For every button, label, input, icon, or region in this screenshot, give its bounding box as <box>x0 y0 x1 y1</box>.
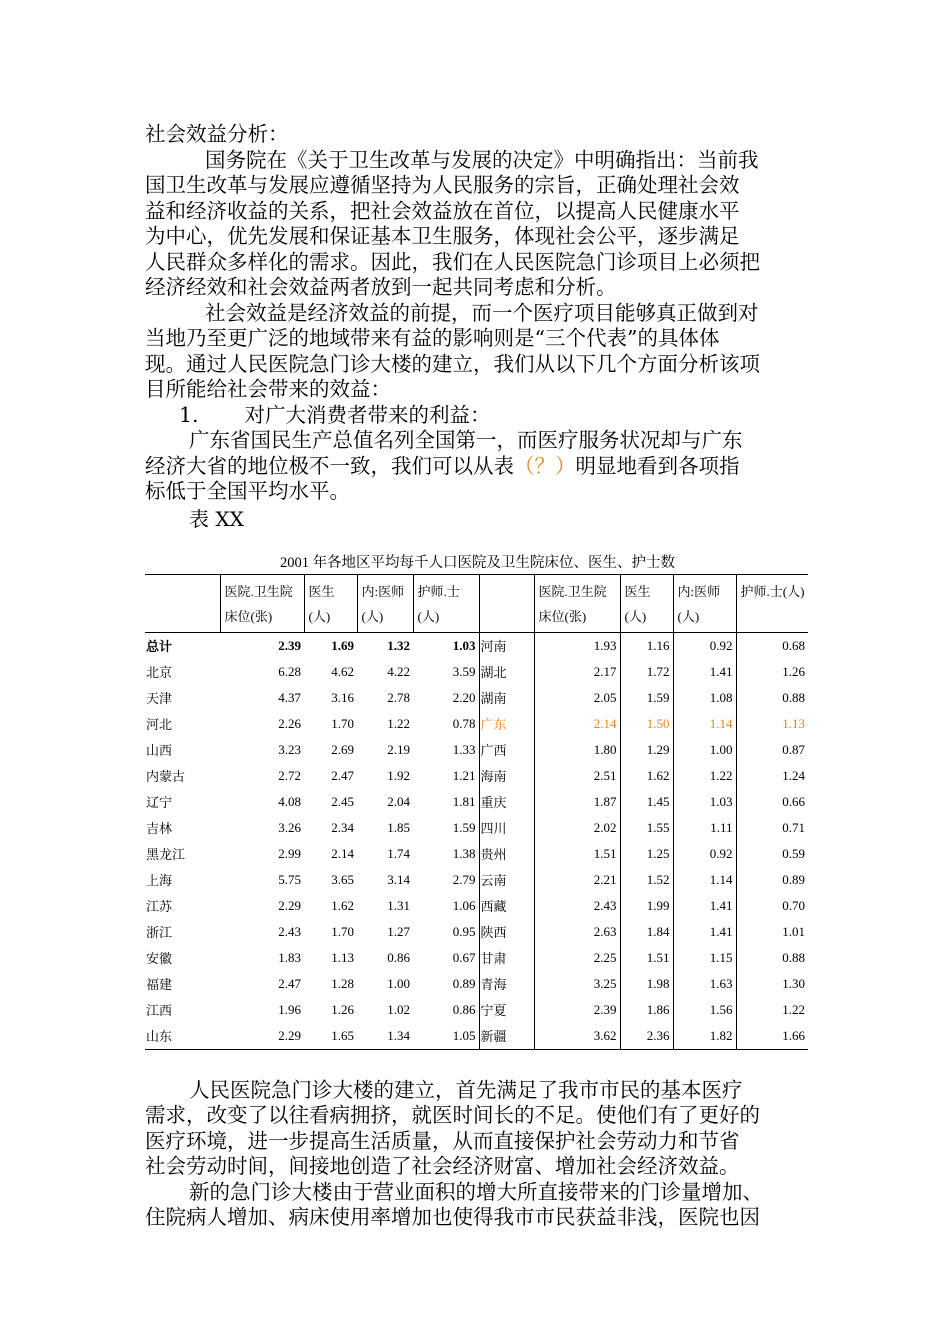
table-row <box>145 893 808 919</box>
value-cell: 1.63 <box>673 971 736 997</box>
value-cell: 1.13 <box>736 711 808 737</box>
header-nurses: 护师.士(人) <box>413 574 479 632</box>
value-cell: 1.27 <box>387 923 410 939</box>
value-cell: 1.00 <box>673 737 736 763</box>
value-cell: 1.32 <box>387 637 410 653</box>
value-cell: 1.70 <box>331 715 354 731</box>
paragraph-line: 国务院在《关于卫生改革与发展的决定》中明确指出：当前我 <box>205 147 759 172</box>
value-cell: 3.23 <box>278 741 301 757</box>
value-cell: 2.43 <box>278 923 301 939</box>
statistics-table <box>145 574 808 1050</box>
table-row <box>145 789 808 815</box>
value-cell: 1.15 <box>673 945 736 971</box>
table-label: 表 XX <box>189 506 244 531</box>
region-name-cell: 贵州 <box>479 841 534 867</box>
value-cell: 0.70 <box>736 893 808 919</box>
value-cell: 2.14 <box>534 711 620 737</box>
paragraph-line: 住院病人增加、病床使用率增加也使得我市市民获益非浅，医院也因 <box>145 1205 760 1229</box>
value-cell: 1.05 <box>413 1023 479 1050</box>
value-cell: 1.31 <box>387 897 410 913</box>
region-name-cell: 黑龙江 <box>146 847 186 862</box>
value-cell: 0.59 <box>736 841 808 867</box>
paragraph-line: 现。通过人民医院急门诊大楼的建立，我们从以下几个方面分析该项 <box>145 351 760 376</box>
value-cell: 1.22 <box>736 997 808 1023</box>
value-cell: 1.99 <box>620 893 673 919</box>
value-cell: 1.51 <box>620 945 673 971</box>
value-cell: 1.62 <box>620 763 673 789</box>
value-cell: 1.34 <box>357 1023 413 1050</box>
paragraph-4 <box>145 1078 810 1180</box>
value-cell: 1.24 <box>736 763 808 789</box>
value-cell: 1.96 <box>278 1001 301 1017</box>
value-cell: 2.05 <box>534 685 620 711</box>
value-cell: 1.93 <box>534 632 620 659</box>
paragraph-line: 需求，改变了以往看病拥挤，就医时间长的不足。使他们有了更好的 <box>145 1103 760 1127</box>
value-cell: 1.30 <box>736 971 808 997</box>
region-name-cell: 海南 <box>479 763 534 789</box>
list-item <box>145 403 810 429</box>
value-cell: 1.13 <box>331 949 354 965</box>
paragraph-3 <box>145 428 810 505</box>
region-name-cell: 湖北 <box>479 659 534 685</box>
region-name-cell: 河北 <box>146 717 173 732</box>
region-name-cell: 总计 <box>146 639 173 654</box>
value-cell: 2.21 <box>534 867 620 893</box>
value-cell: 0.88 <box>736 685 808 711</box>
paragraph-line: 人民医院急门诊大楼的建立，首先满足了我市市民的基本医疗 <box>189 1077 743 1102</box>
value-cell: 2.02 <box>534 815 620 841</box>
value-cell: 1.92 <box>387 767 410 783</box>
value-cell: 1.66 <box>736 1023 808 1050</box>
table-reference-mark: （？） <box>514 453 576 478</box>
value-cell: 3.59 <box>452 663 476 679</box>
region-name-cell: 山西 <box>146 743 173 758</box>
region-name-cell: 天津 <box>146 691 173 706</box>
value-cell: 2.20 <box>452 689 476 705</box>
region-name-cell: 北京 <box>146 665 173 680</box>
value-cell: 2.47 <box>331 767 354 783</box>
value-cell: 1.55 <box>620 815 673 841</box>
region-name-cell: 内蒙古 <box>146 769 186 784</box>
value-cell: 2.51 <box>534 763 620 789</box>
value-cell: 0.88 <box>736 945 808 971</box>
paragraph-5 <box>145 1180 810 1231</box>
value-cell: 1.98 <box>620 971 673 997</box>
region-name-cell: 新疆 <box>479 1023 534 1050</box>
value-cell: 2.14 <box>331 845 354 861</box>
paragraph-line: 人民群众多样化的需求。因此，我们在人民医院急门诊项目上必须把 <box>145 249 760 274</box>
value-cell: 2.25 <box>534 945 620 971</box>
value-cell: 1.14 <box>673 867 736 893</box>
value-cell: 0.78 <box>452 715 476 731</box>
value-cell: 2.26 <box>278 715 301 731</box>
value-cell: 3.65 <box>331 871 354 887</box>
paragraph-1 <box>145 148 810 301</box>
table-header-row <box>145 574 808 632</box>
table-row <box>145 945 808 971</box>
value-cell: 1.80 <box>534 737 620 763</box>
paragraph-line: 广东省国民生产总值名列全国第一，而医疗服务状况却与广东 <box>189 428 743 452</box>
value-cell: 2.39 <box>534 997 620 1023</box>
value-cell: 1.38 <box>452 845 476 861</box>
value-cell: 4.08 <box>278 793 301 809</box>
value-cell: 1.87 <box>534 789 620 815</box>
value-cell: 1.29 <box>620 737 673 763</box>
region-name-cell: 青海 <box>479 971 534 997</box>
value-cell: 2.04 <box>387 793 410 809</box>
region-name-cell: 江苏 <box>146 899 173 914</box>
paragraph-line: 社会劳动时间，间接地创造了社会经济财富、增加社会经济效益。 <box>145 1154 740 1178</box>
value-cell: 1.03 <box>452 637 476 653</box>
paragraph-line: 目所能给社会带来的效益： <box>145 377 391 401</box>
value-cell: 1.45 <box>620 789 673 815</box>
table-row <box>145 1023 808 1050</box>
value-cell: 1.25 <box>620 841 673 867</box>
value-cell: 3.25 <box>534 971 620 997</box>
value-cell: 4.37 <box>278 689 301 705</box>
table-row <box>145 737 808 763</box>
value-cell: 1.50 <box>620 711 673 737</box>
table-row <box>145 971 808 997</box>
value-cell: 1.28 <box>331 975 354 991</box>
value-cell: 1.33 <box>452 741 476 757</box>
value-cell: 2.29 <box>220 1023 304 1050</box>
value-cell: 1.21 <box>452 767 476 783</box>
value-cell: 2.39 <box>278 637 301 653</box>
value-cell: 1.41 <box>673 893 736 919</box>
region-name-cell: 山东 <box>145 1023 220 1050</box>
region-name-cell: 福建 <box>146 977 173 992</box>
paragraph-line: 国卫生改革与发展应遵循坚持为人民服务的宗旨，正确处理社会效 <box>145 173 740 197</box>
region-name-cell: 宁夏 <box>479 997 534 1023</box>
value-cell: 2.79 <box>452 871 476 887</box>
table-row <box>145 919 808 945</box>
value-cell: 2.17 <box>534 659 620 685</box>
value-cell: 1.26 <box>736 659 808 685</box>
value-cell: 1.26 <box>331 1001 354 1017</box>
value-cell: 1.22 <box>673 763 736 789</box>
value-cell: 1.59 <box>620 685 673 711</box>
value-cell: 0.67 <box>452 949 476 965</box>
region-name-cell: 四川 <box>479 815 534 841</box>
value-cell: 2.19 <box>387 741 410 757</box>
region-name-cell: 云南 <box>479 867 534 893</box>
value-cell: 0.86 <box>452 1001 476 1017</box>
value-cell: 0.89 <box>452 975 476 991</box>
value-cell: 0.66 <box>736 789 808 815</box>
region-name-cell: 陕西 <box>479 919 534 945</box>
table-row <box>145 867 808 893</box>
table-row <box>145 659 808 685</box>
value-cell: 1.52 <box>620 867 673 893</box>
table-caption: 2001 年各地区平均每千人口医院及卫生院床位、医生、护士数 <box>279 554 676 571</box>
value-cell: 1.41 <box>673 659 736 685</box>
value-cell: 1.82 <box>673 1023 736 1050</box>
value-cell: 1.06 <box>452 897 476 913</box>
value-cell: 0.71 <box>736 815 808 841</box>
value-cell: 2.45 <box>331 793 354 809</box>
value-cell: 3.62 <box>534 1023 620 1050</box>
list-text: 对广大消费者带来的利益： <box>244 402 491 427</box>
value-cell: 1.70 <box>331 923 354 939</box>
region-name-cell: 广西 <box>479 737 534 763</box>
value-cell: 1.01 <box>736 919 808 945</box>
value-cell: 1.72 <box>620 659 673 685</box>
paragraph-line: 标低于全国平均水平。 <box>145 479 350 503</box>
value-cell: 2.69 <box>331 741 354 757</box>
value-cell: 0.86 <box>387 949 410 965</box>
region-name-cell: 河南 <box>479 632 534 659</box>
header-doctors: 医生(人) <box>620 574 673 632</box>
value-cell: 0.92 <box>673 841 736 867</box>
paragraph-line: 益和经济收益的关系，把社会效益放在首位，以提高人民健康水平 <box>145 198 740 223</box>
region-name-cell: 浙江 <box>146 925 173 940</box>
value-cell: 4.22 <box>387 663 410 679</box>
value-cell: 0.89 <box>736 867 808 893</box>
region-name-cell: 西藏 <box>479 893 534 919</box>
value-cell: 2.47 <box>278 975 301 991</box>
value-cell: 2.36 <box>620 1023 673 1050</box>
document-page <box>145 120 810 1231</box>
header-physicians: 内:医师(人) <box>673 574 736 632</box>
header-beds: 医院.卫生院床位(张) <box>220 574 304 632</box>
value-cell: 0.87 <box>736 737 808 763</box>
value-cell: 2.43 <box>534 893 620 919</box>
section-heading: 社会效益分析： <box>145 122 289 146</box>
paragraph-line: 经济经效和社会效益两者放到一起共同考虑和分析。 <box>145 275 617 299</box>
table-row <box>145 841 808 867</box>
value-cell: 1.69 <box>331 637 354 653</box>
paragraph-2 <box>145 301 810 403</box>
value-cell: 1.11 <box>673 815 736 841</box>
value-cell: 1.81 <box>452 793 476 809</box>
value-cell: 2.29 <box>278 897 301 913</box>
table-row <box>145 711 808 737</box>
value-cell: 1.56 <box>673 997 736 1023</box>
value-cell: 1.02 <box>387 1001 410 1017</box>
table-row <box>145 997 808 1023</box>
value-cell: 1.62 <box>331 897 354 913</box>
region-name-cell: 广东 <box>479 711 534 737</box>
region-name-cell: 上海 <box>146 873 173 888</box>
value-cell: 3.14 <box>387 871 410 887</box>
value-cell: 1.51 <box>534 841 620 867</box>
region-name-cell: 吉林 <box>146 821 173 836</box>
region-name-cell: 湖南 <box>479 685 534 711</box>
header-nurses: 护师.士(人) <box>736 574 808 632</box>
value-cell: 3.16 <box>331 689 354 705</box>
value-cell: 1.74 <box>387 845 410 861</box>
region-name-cell: 江西 <box>146 1003 173 1018</box>
value-cell: 1.08 <box>673 685 736 711</box>
paragraph-line: 社会效益是经济效益的前提，而一个医疗项目能够真正做到对 <box>205 300 759 325</box>
value-cell: 0.95 <box>452 923 476 939</box>
table-row <box>145 763 808 789</box>
header-physicians: 内:医师(人) <box>357 574 413 632</box>
value-cell: 1.03 <box>673 789 736 815</box>
paragraph-line: 经济大省的地位极不一致，我们可以从表（？）明显地看到各项指 <box>145 453 740 478</box>
value-cell: 2.72 <box>278 767 301 783</box>
header-doctors: 医生(人) <box>304 574 357 632</box>
value-cell: 1.41 <box>673 919 736 945</box>
table-row <box>145 815 808 841</box>
value-cell: 4.62 <box>331 663 354 679</box>
list-number: 1. <box>179 402 199 427</box>
value-cell: 6.28 <box>278 663 301 679</box>
value-cell: 1.84 <box>620 919 673 945</box>
value-cell: 1.59 <box>452 819 476 835</box>
value-cell: 1.83 <box>278 949 301 965</box>
value-cell: 1.22 <box>387 715 410 731</box>
region-name-cell: 辽宁 <box>146 795 173 810</box>
value-cell: 0.68 <box>736 632 808 659</box>
region-name-cell: 重庆 <box>479 789 534 815</box>
paragraph-line: 新的急门诊大楼由于营业面积的增大所直接带来的门诊量增加、 <box>189 1179 763 1204</box>
value-cell: 2.63 <box>534 919 620 945</box>
header-beds: 医院.卫生院床位(张) <box>534 574 620 632</box>
table-row <box>145 685 808 711</box>
value-cell: 1.16 <box>620 632 673 659</box>
value-cell: 1.85 <box>387 819 410 835</box>
value-cell: 2.99 <box>278 845 301 861</box>
region-name-cell: 安徽 <box>146 951 173 966</box>
paragraph-line: 当地乃至更广泛的地域带来有益的影响则是“三个代表”的具体体 <box>145 326 720 350</box>
value-cell: 2.34 <box>331 819 354 835</box>
paragraph-line: 为中心，优先发展和保证基本卫生服务，体现社会公平，逐步满足 <box>145 224 740 248</box>
value-cell: 5.75 <box>278 871 301 887</box>
value-cell: 3.26 <box>278 819 301 835</box>
value-cell: 1.86 <box>620 997 673 1023</box>
table-row <box>145 632 808 659</box>
value-cell: 1.00 <box>387 975 410 991</box>
value-cell: 0.92 <box>673 632 736 659</box>
value-cell: 1.14 <box>673 711 736 737</box>
region-name-cell: 甘肃 <box>479 945 534 971</box>
value-cell: 2.78 <box>387 689 410 705</box>
paragraph-line: 医疗环境，进一步提高生活质量，从而直接保护社会劳动力和节省 <box>145 1128 740 1153</box>
value-cell: 1.65 <box>304 1023 357 1050</box>
